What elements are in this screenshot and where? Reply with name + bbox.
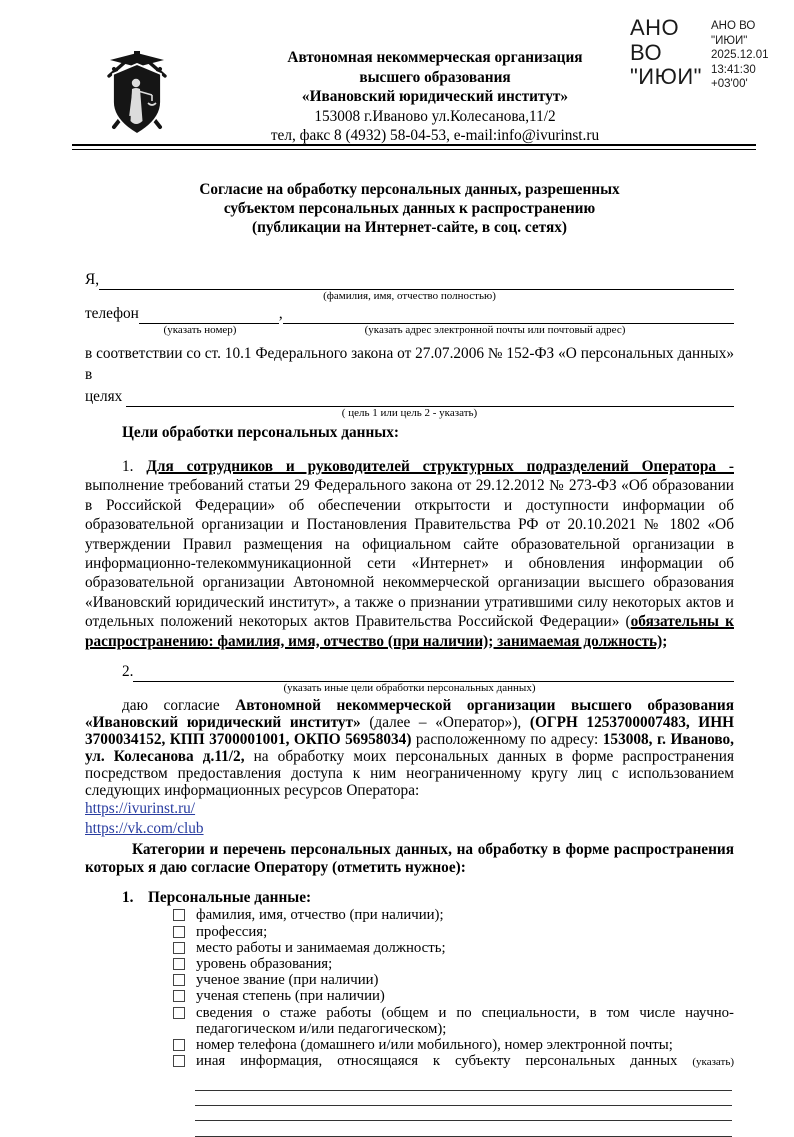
write-in-line [195,1106,732,1121]
vk-link-row [85,819,734,839]
org-name-line2: высшего образования [359,68,511,86]
institute-emblem-icon [106,50,168,136]
goal-caption: ( цель 1 или цель 2 - указать) [341,407,478,419]
write-in-line [195,1076,732,1091]
email-caption: (указать адрес электронной почты или почтовый адрес) [364,324,626,336]
fio-blank-line [99,272,734,290]
goal-blank-line [126,389,734,407]
operator-name: Автономной некоммерческой организации высшего образования «Ивановский юридический институт» [85,697,734,732]
phone-number-caption: (указать номер) [163,324,237,336]
checkbox-label: ученое звание (при наличии) [196,972,379,989]
law-reference-line: в соответствии со ст. 10.1 Федерального закона от 27.07.2006 № 152-ФЗ «О персональных данных» в [85,345,734,383]
stamp-signature-details: АНО ВО "ИЮИ" 2025.12.01 13:41:30 +03'00' [710,20,769,90]
other-info-write-in-area [85,1076,734,1137]
phone-label: телефон [85,305,139,322]
checkbox-item-academic-title [85,972,734,988]
fio-label: Я, [85,271,100,288]
letterhead [0,0,794,146]
consent-paragraph: даю согласие Автономной некоммерческой организации высшего образования «Ивановский юридический институт» (далее – «Оператор»), (ОГРН 1253700007483, ИНН 3700034152, КПП 3700001001, ОКПО 56958034) расположенному по адресу: 153008, г. Иваново, ул. Колесанова д.11/2, на обработку моих персональных данных в форме распространения посредством предоставления доступа к ним неограниченному кругу лиц с использованием следующих информационных ресурсов Оператора: [85,697,734,800]
stamp-signer-name: АНО ВО "ИЮИ" [630,15,702,89]
purpose-1-number: 1. [122,458,147,475]
phone-row [85,303,734,324]
purpose-1-body: выполнение требований статьи 29 Федерального закона от 29.12.2012 № 273-ФЗ «Об образовании в Российской Федерации» об обеспечении открытости и доступности информации об образовательной организации и Постановления Правительства РФ от 20.10.2021 № 1802 «Об утверждении Правил размещения на официальном сайте образовательной организации в информационно-телекоммуникационной сети «Интернет» и обновления информации об образовательной организации Автономной некоммерческой организации высшего образования «Ивановский юридический институт», а также о признании утратившими силу некоторых актов и отдельных положений некоторых актов Правительства Российской Федерации» ( [85,477,734,631]
other-info-hint: (указать) [692,1056,735,1069]
purpose-2-number: 2. [122,663,134,681]
checkbox-label: иная информация, относящаяся к субъекту персональных данных (указать) [196,1053,735,1070]
checkbox-item-education-level [85,956,734,972]
checkbox-label: ученая степень (при наличии) [196,988,385,1005]
checkbox-item-phone-email [85,1037,734,1053]
org-address-block [215,48,655,146]
checkbox-item-academic-degree [85,988,734,1004]
org-phone-email: тел, факс 8 (4932) 58-04-53, e-mail:info@ivurinst.ru [270,127,600,144]
operator-address: 153008, г. Иваново, ул. Колесанова д.11/2, [85,731,734,766]
vk-club-link[interactable]: https://vk.com/club [85,819,204,837]
checkbox-label: сведения о стаже работы (общем и по специальности, в том числе научно-педагогическом и/или педагогическом); [196,1004,734,1037]
checkbox-label: номер телефона (домашнего и/или мобильного), номер электронной почты; [196,1037,673,1054]
checkbox-item-other-info [85,1053,734,1070]
checkbox-item-fio [85,907,734,923]
checkbox-label: фамилия, имя, отчество (при наличии); [196,907,444,924]
digital-signature-stamp [630,16,769,92]
fio-row [85,269,734,290]
org-postal-address: 153008 г.Иваново ул.Колесанова,11/2 [314,107,556,125]
org-name-line3: «Ивановский юридический институт» [301,88,569,105]
operator-registration-numbers: (ОГРН 1253700007483, ИНН 3700034152, КПП 3700001001, ОКПО 56958034) [85,714,734,749]
institute-site-link[interactable]: https://ivurinst.ru/ [85,800,196,818]
purpose-1-lead: Для сотрудников и руководителей структурных подразделений Оператора - [146,458,734,475]
list-number: 1. [122,889,134,907]
purpose-1-paragraph [85,457,734,651]
checkbox[interactable] [173,958,185,970]
write-in-line [195,1091,732,1106]
fio-caption: (фамилия, имя, отчество полностью) [323,290,496,302]
document-body [0,150,794,1137]
purpose-2-row [85,661,734,682]
goals-heading: Цели обработки персональных данных: [122,424,399,441]
checkbox-label: место работы и занимаемая должность; [196,939,446,956]
list-heading-label: Персональные данные: [148,889,312,907]
checkbox-label: профессия; [196,923,268,940]
checkbox[interactable] [173,926,185,938]
website-link-row [85,799,734,819]
phone-captions [85,324,734,337]
document-title: Согласие на обработку персональных данных, разрешенных субъектом персональных данных к распространению (публикации на Интернет-сайте, в соц. сетях) [199,181,620,236]
checkbox[interactable] [173,1039,185,1051]
checkbox-item-profession [85,924,734,940]
categories-paragraph: Категории и перечень персональных данных, на обработку в форме распространения которых я даю согласие Оператору (отметить нужное): [85,841,734,877]
goal-row [85,386,734,407]
goal-label: целях [85,388,123,405]
checkbox[interactable] [173,1007,185,1019]
checkbox[interactable] [173,990,185,1002]
checkbox[interactable] [173,942,185,954]
org-name-line1: Автономная некоммерческая организация [287,49,583,66]
purpose-1-mandatory: обязательны к распространению: фамилия, имя, отчество (при наличии); занимаемая должность); [85,613,734,650]
checkbox-label: уровень образования; [196,956,333,973]
checkbox[interactable] [173,909,185,921]
phone-separator: , [278,305,283,322]
phone-blank-line [139,306,279,324]
checkbox-item-work-experience [85,1005,734,1037]
purpose-2-caption: (указать иные цели обработки персональных данных) [283,682,536,695]
checkbox[interactable] [173,974,185,986]
checkbox-item-workplace [85,940,734,956]
email-blank-line [283,306,734,324]
personal-data-list-heading [85,888,734,907]
purpose-2-blank-line [133,664,734,682]
write-in-line [195,1121,732,1136]
checkbox[interactable] [173,1055,185,1067]
